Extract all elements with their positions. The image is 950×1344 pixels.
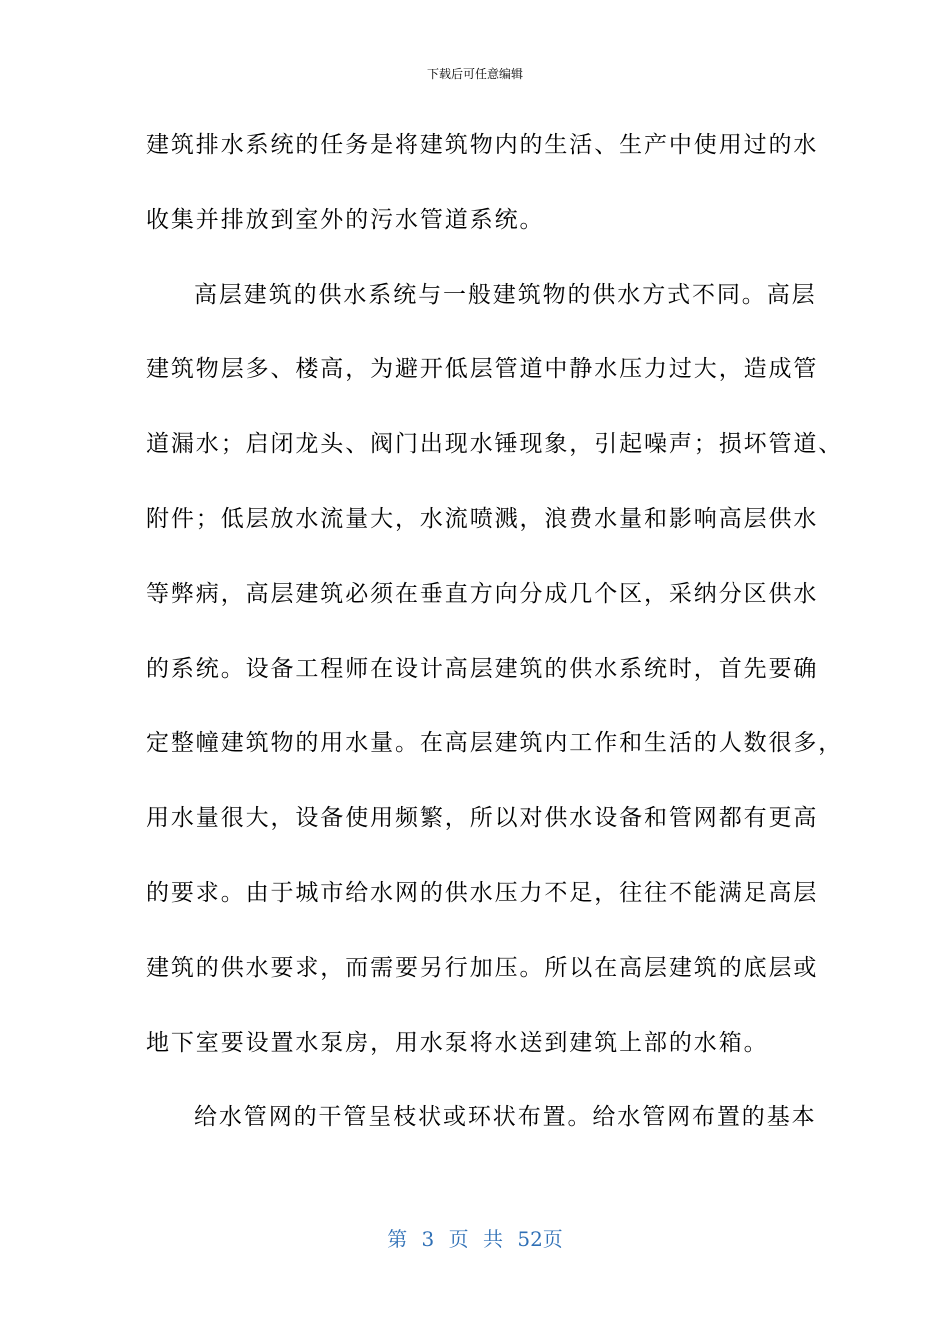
text-line: 用水量很大，设备使用频繁，所以对供水设备和管网都有更高 [146, 805, 819, 832]
page-footer [0, 1227, 950, 1251]
text-line: 附件；低层放水流量大，水流喷溅，浪费水量和影响高层供水 [146, 505, 819, 532]
page-header: 下载后可任意编辑 [426, 67, 523, 81]
page-number: 3 [421, 1227, 435, 1251]
text-line: 定整幢建筑物的用水量。在高层建筑内工作和生活的人数很多， [146, 730, 844, 757]
text-line: 等弊病，高层建筑必须在垂直方向分成几个区，采纳分区供水 [146, 580, 819, 607]
text-line: 道漏水；启闭龙头、阀门出现水锤现象，引起噪声；损坏管道、 [146, 431, 844, 458]
page-label: 页 [448, 1227, 469, 1251]
text-line: 建筑排水系统的任务是将建筑物内的生活、生产中使用过的水 [146, 132, 819, 158]
text-line: 建筑的供水要求，而需要另行加压。所以在高层建筑的底层或 [146, 954, 819, 981]
text-line: 的要求。由于城市给水网的供水压力不足，往往不能满足高层 [146, 879, 819, 906]
paragraph-start-line: 高层建筑的供水系统与一般建筑物的供水方式不同。高层 [194, 281, 817, 308]
total-label: 共 [483, 1227, 503, 1251]
paragraph-start-line: 给水管网的干管呈枝状或环状布置。给水管网布置的基本 [194, 1104, 817, 1131]
document-body [146, 119, 844, 1166]
page-total: 52页 [517, 1227, 563, 1251]
text-line: 地下室要设置水泵房，用水泵将水送到建筑上部的水箱。 [146, 1029, 769, 1056]
text-line: 建筑物层多、楼高，为避开低层管道中静水压力过大，造成管 [146, 356, 819, 383]
page-label-prefix: 第 [387, 1227, 408, 1251]
text-line: 的系统。设备工程师在设计高层建筑的供水系统时，首先要确 [146, 655, 819, 682]
text-line: 收集并排放到室外的污水管道系统。 [146, 206, 545, 233]
